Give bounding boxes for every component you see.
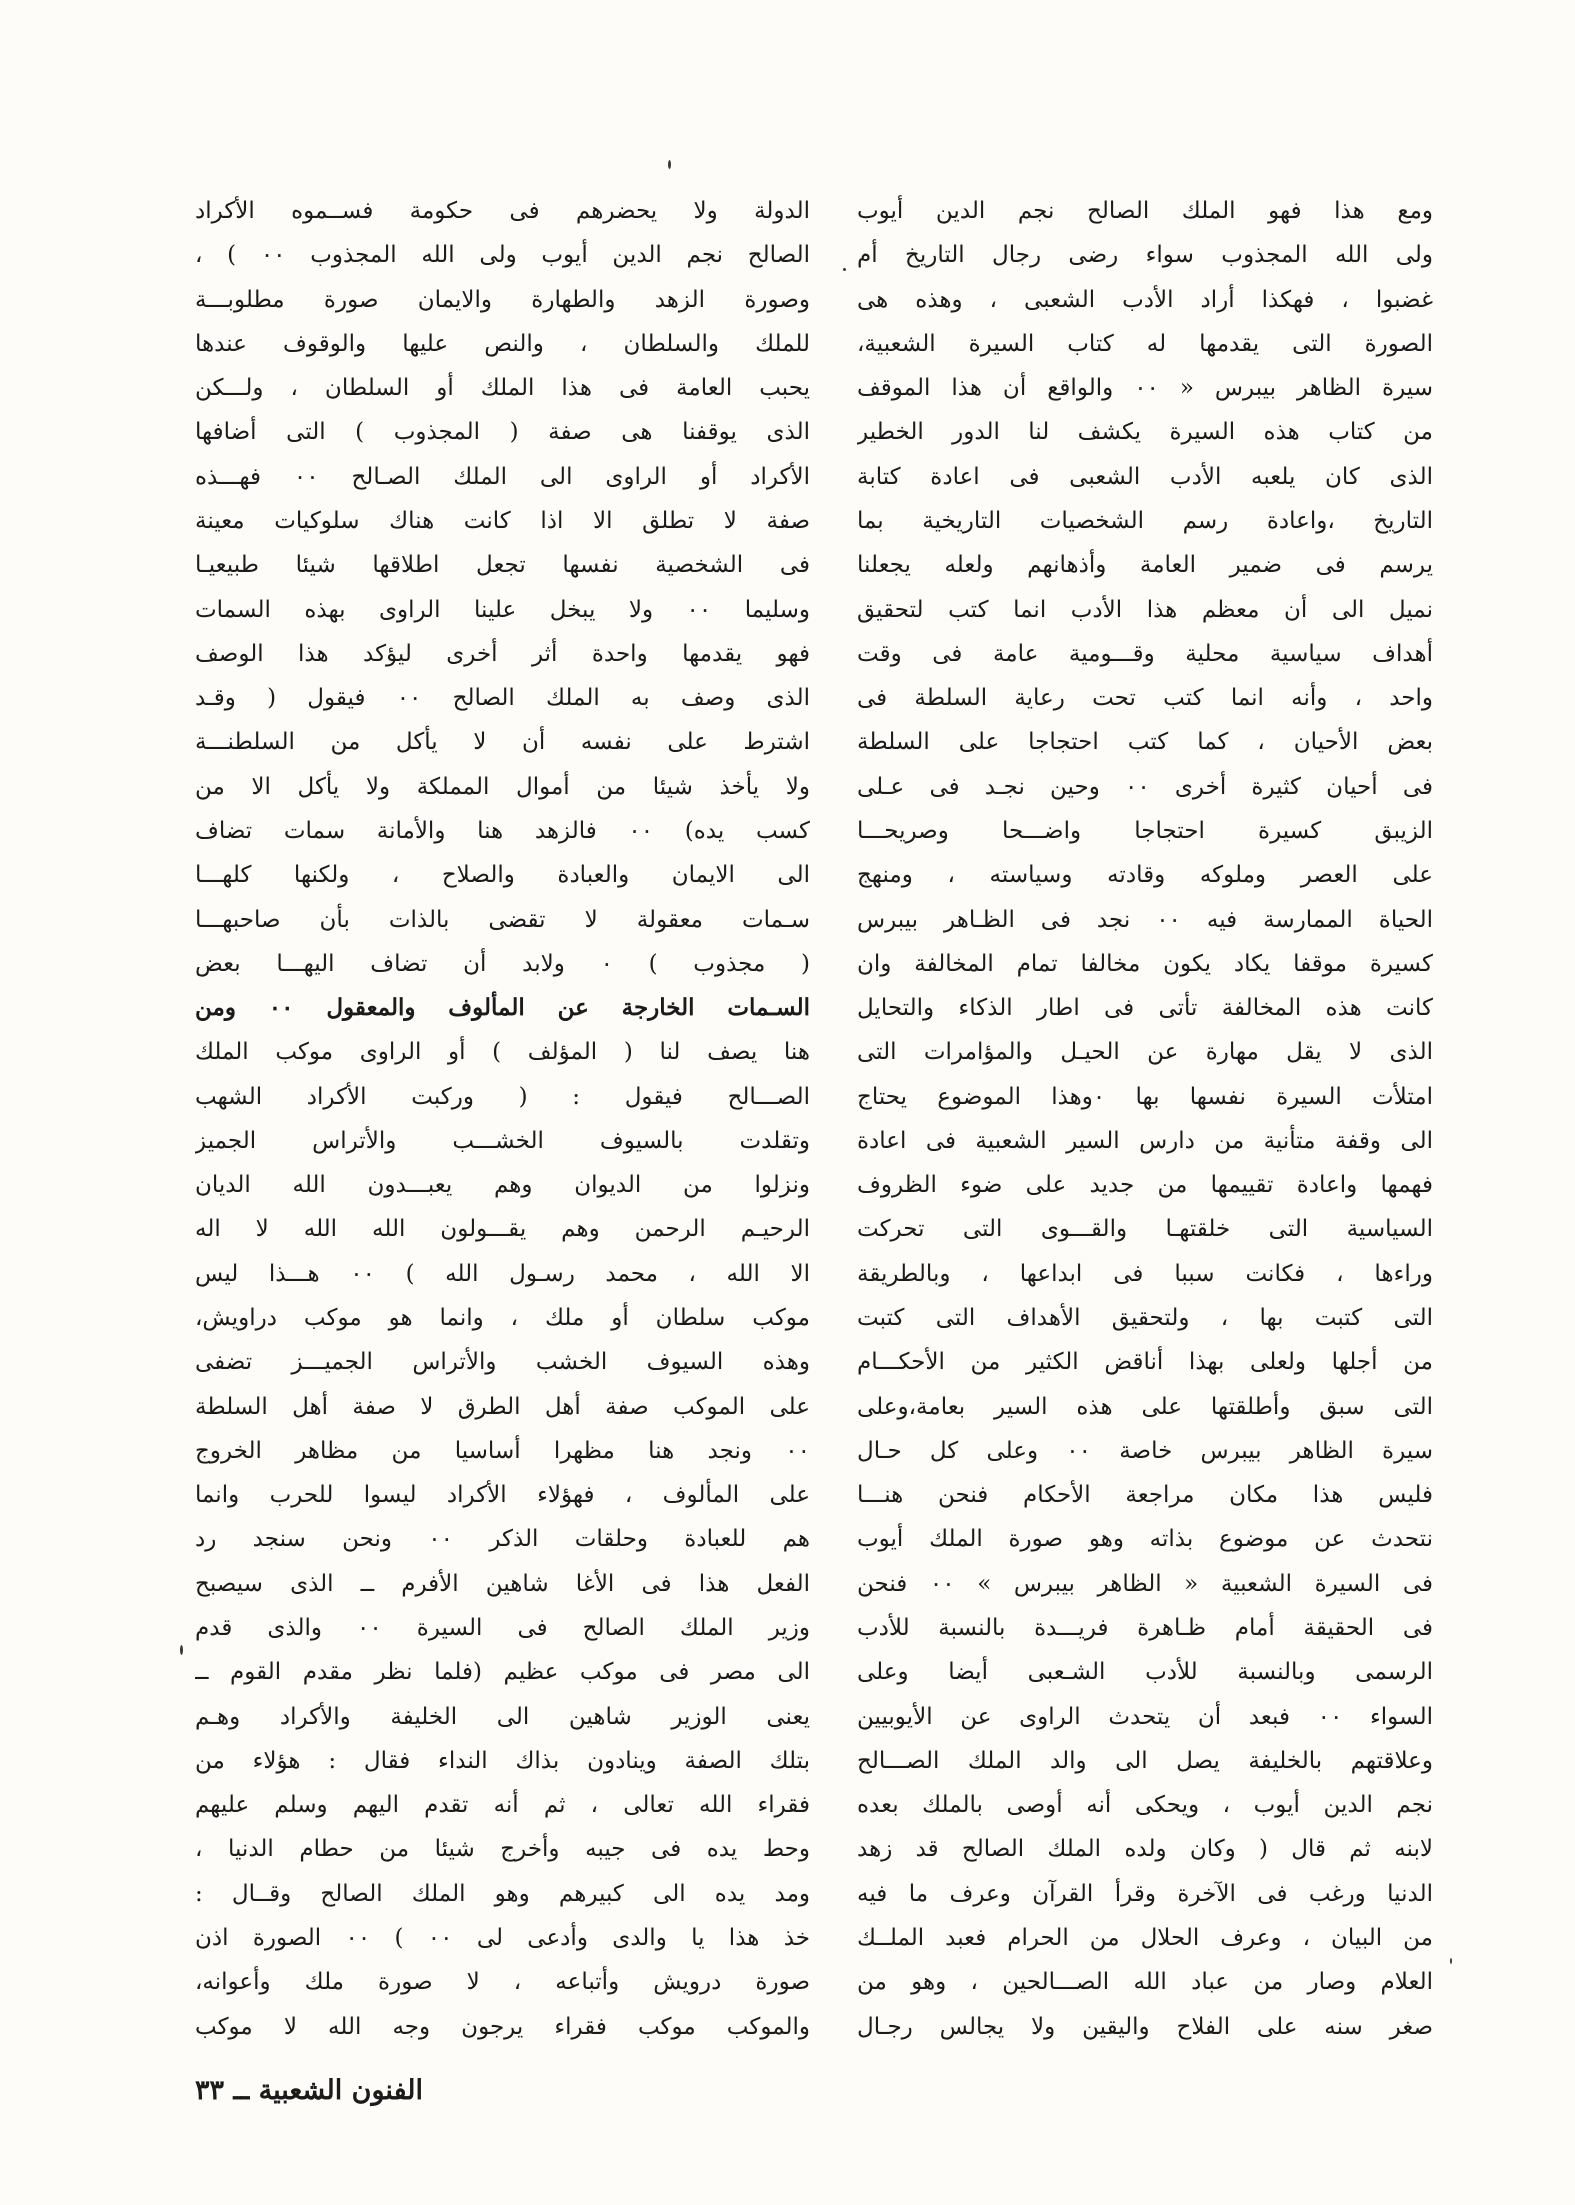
text-line: يرسم فى ضمير العامة وأذهانهم ولعله يجعلنا — [857, 552, 1433, 579]
text-line: على العصر وملوكه وقادته وسياسته ، ومنهج — [857, 862, 1433, 889]
text-line: على الموكب صفة أهل الطرق لا صفة أهل السلطة — [195, 1393, 810, 1420]
text-line: الذى كان يلعبه الأدب الشعبى فى اعادة كتابة — [857, 463, 1433, 490]
text-line: الدولة ولا يحضرهم فى حكومة فســموه الأكراد — [195, 198, 810, 224]
text-line: نميل الى أن معظم هذا الأدب انما كتب لتحقيق — [857, 596, 1433, 623]
left-text-column — [195, 188, 810, 2048]
text-line: من أجلها ولعلى بهذا أناقض الكثير من الأحكـــام — [857, 1349, 1433, 1376]
text-line: الا الله ، محمد رسـول الله ) ٠٠ هـــذا ليس — [195, 1260, 810, 1287]
text-line: الرسمى وبالنسبة للأدب الشـعبى أيضا وعلى — [857, 1659, 1433, 1686]
text-line: غضبوا ، فهكذا أراد الأدب الشعبى ، وهذه هى — [857, 286, 1433, 313]
text-line: التى سبق وأطلقتها على هذه السير بعامة،وعلى — [857, 1393, 1433, 1420]
text-line: نتحدث عن موضوع بذاته وهو صورة الملك أيوب — [857, 1526, 1433, 1553]
text-line: والموكب موكب فقراء يرجون وجه الله لا موكب — [195, 2013, 810, 2040]
text-line: هم للعبادة وحلقات الذكر ٠٠ ونحن سنجد رد — [195, 1526, 810, 1553]
text-line: موكب سلطان أو ملك ، وانما هو موكب دراويش، — [195, 1305, 810, 1332]
text-line: يعنى الوزير شاهين الى الخليفة والأكراد وهـم — [195, 1703, 810, 1730]
text-line: صورة درويش وأتباعه ، لا صورة ملك وأعوانه، — [195, 1969, 810, 1996]
text-line: فهمها واعادة تقييمها من جديد على ضوء الظروف — [857, 1172, 1433, 1199]
text-line: الفعل هذا فى الأغا شاهين الأفرم ــ الذى سيصبح — [195, 1570, 810, 1597]
right-text-column — [857, 188, 1433, 2048]
text-line: الأكراد أو الراوى الى الملك الصـالح ٠٠ فهـــذه — [195, 463, 810, 490]
text-line: وهذه السيوف الخشب والأتراس الجميـــز تضفى — [195, 1349, 810, 1376]
text-line: الى الايمان والعبادة والصلاح ، ولكنها كلهـــا — [195, 862, 810, 889]
text-line: من كتاب هذه السيرة يكشف لنا الدور الخطير — [857, 419, 1433, 446]
text-line: وحط يده فى جيبه وأخرج شيئا من حطام الدنيا ، — [195, 1836, 810, 1863]
scan-speck — [180, 1645, 183, 1655]
text-line: وزير الملك الصالح فى السيرة ٠٠ والذى قدم — [195, 1615, 810, 1641]
text-line: وتقلدت بالسيوف الخشـــب والأتراس الجميز — [195, 1127, 810, 1154]
text-line: صفة لا تطلق الا اذا كانت هناك سلوكيات معينة — [195, 507, 810, 534]
text-line: الذى لا يقل مهارة عن الحيـل والمؤامرات التى — [857, 1039, 1433, 1066]
text-line: صغر سنه على الفلاح واليقين ولا يجالس رجـال — [857, 2013, 1433, 2040]
text-line: الصورة التى يقدمها له كتاب السيرة الشعبية، — [857, 330, 1433, 357]
text-line: واحد ، وأنه انما كتب تحت رعاية السلطة فى — [857, 685, 1433, 712]
text-line: وصورة الزهد والطهارة والايمان صورة مطلوبـــة — [195, 286, 810, 313]
text-line: الى مصر فى موكب عظيم (فلما نظر مقدم القوم ــ — [195, 1659, 810, 1686]
text-line: كسيرة موقفا يكاد يكون مخالفا تمام المخالفة وان — [857, 950, 1433, 977]
text-line: بعض الأحيان ، كما كتب احتجاجا على السلطة — [857, 729, 1433, 756]
text-line: أهداف سياسية محلية وقـــومية عامة فى وقت — [857, 640, 1433, 667]
text-line: وراءها ، فكانت سببا فى ابداعها ، وبالطريقة — [857, 1260, 1433, 1287]
text-line: الذى يوقفنا هى صفة ( المجذوب ) التى أضافها — [195, 419, 810, 446]
text-line: للملك والسلطان ، والنص عليها والوقوف عندها — [195, 330, 810, 357]
text-line: على المألوف ، فهؤلاء الأكراد ليسوا للحرب وانما — [195, 1482, 810, 1509]
text-line: خذ هذا يا والدى وأدعى لى ٠٠ ) ٠٠ الصورة اذن — [195, 1924, 810, 1951]
text-line: فى الحقيقة أمام ظـاهرة فريـــدة بالنسبة للأدب — [857, 1615, 1433, 1641]
scan-speck — [668, 160, 671, 169]
text-line: نجم الدين أيوب ، ويحكى أنه أوصى بالملك بعده — [857, 1792, 1433, 1819]
text-line: فليس هذا مكان مراجعة الأحكام فنحن هنـــا — [857, 1482, 1433, 1509]
text-line: السواء ٠٠ فبعد أن يتحدث الراوى عن الأيوبيين — [857, 1703, 1433, 1730]
text-line: الصـــالح فيقول : ( وركبت الأكراد الشهب — [195, 1083, 810, 1110]
text-line: الصالح نجم الدين أيوب ولى الله المجذوب ٠٠ ) ، — [195, 242, 810, 269]
text-line: الذى وصف به الملك الصالح ٠٠ فيقول ( وقـد — [195, 685, 810, 712]
text-line: ومد يده الى كبيرهم وهو الملك الصالح وقــال : — [195, 1880, 810, 1907]
text-line: فى أحيان كثيرة أخرى ٠٠ وحين نجـد فى عـلى — [857, 773, 1433, 800]
text-line: الحياة الممارسة فيه ٠٠ نجد فى الظـاهر بيبرس — [857, 906, 1433, 933]
text-line: كانت هذه المخالفة تأتى فى اطار الذكاء والتحايل — [857, 995, 1433, 1022]
text-line: من البيان ، وعرف الحلال من الحرام فعبد الملــك — [857, 1924, 1433, 1951]
text-line: السياسية التى خلقتهـا والقـــوى التى تحركت — [857, 1216, 1433, 1243]
scan-speck — [1450, 1958, 1452, 1964]
text-line: يحبب العامة فى هذا الملك أو السلطان ، ولـــكن — [195, 375, 810, 402]
text-line: سيرة الظاهر بيبرس « ٠٠ والواقع أن هذا الموقف — [857, 375, 1433, 402]
text-line: الزيبق كسيرة احتجاجا واضـــحا وصريحـــا — [857, 817, 1433, 844]
text-line: ( مجذوب ) ٠ ولابد أن تضاف اليهـــا بعض — [195, 950, 810, 977]
text-line: السـمات الخارجة عن المألوف والمعقول ٠٠ ومن — [195, 994, 810, 1022]
text-line: كسب يده) ٠٠ فالزهد هنا والأمانة سمات تضاف — [195, 817, 810, 844]
text-line: لابنه ثم قال ( وكان ولده الملك الصالح قد زهد — [857, 1836, 1433, 1863]
text-line: وعلاقتهم بالخليفة يصل الى والد الملك الصـــالح — [857, 1747, 1433, 1774]
text-line: فى السيرة الشعبية « الظاهر بيبرس » ٠٠ فنحن — [857, 1570, 1433, 1597]
text-line: سيرة الظاهر بيبرس خاصة ٠٠ وعلى كل حـال — [857, 1437, 1433, 1464]
text-line: ولا يأخذ شيئا من أموال المملكة ولا يأكل الا من — [195, 773, 810, 800]
text-line: التى كتبت بها ، ولتحقيق الأهداف التى كتبت — [857, 1305, 1433, 1332]
text-line: ومع هذا فهو الملك الصالح نجم الدين أيوب — [857, 198, 1433, 224]
text-line: هنا يصف لنا ( المؤلف ) أو الراوى موكب الملك — [195, 1039, 810, 1066]
text-line: بتلك الصفة وينادون بذاك النداء فقال : هؤلاء من — [195, 1747, 810, 1774]
text-line: فقراء الله تعالى ، ثم أنه تقدم اليهم وسلم عليهم — [195, 1792, 810, 1819]
text-line: سـمات معقولة لا تقضى بالذات بأن صاحبهـــا — [195, 906, 810, 933]
text-line: امتلأت السيرة نفسها بها ٠وهذا الموضوع يحتاج — [857, 1083, 1433, 1110]
text-line: الدنيا ورغب فى الآخرة وقرأ القرآن وعرف ما فيه — [857, 1880, 1433, 1907]
text-line: فهو يقدمها واحدة أثر أخرى ليؤكد هذا الوصف — [195, 640, 810, 667]
text-line: وسليما ٠٠ ولا يبخل علينا الراوى بهذه السمات — [195, 596, 810, 623]
text-line: الرحيـم الرحمن وهم يقـــولون الله الله لا اله — [195, 1216, 810, 1243]
text-line: ونزلوا من الديوان وهم يعبـــدون الله الديان — [195, 1172, 810, 1199]
text-line: الى وقفة متأنية من دارس السير الشعبية فى اعادة — [857, 1127, 1433, 1154]
text-line: ٠٠ ونجد هنا مظهرا أساسيا من مظاهر الخروج — [195, 1437, 810, 1464]
text-line: التاريخ ،واعادة رسم الشخصيات التاريخية بما — [857, 507, 1433, 534]
text-line: اشترط على نفسه أن لا يأكل من السلطنـــة — [195, 729, 810, 756]
text-line: ولى الله المجذوب سواء رضى رجال التاريخ أم — [857, 242, 1433, 269]
text-line: العلام وصار من عباد الله الصـــالحين ، وهو من — [857, 1969, 1433, 1996]
page-footer: الفنون الشعبية ــ ٣٣ — [195, 2075, 423, 2106]
scan-speck — [843, 268, 846, 271]
text-line: فى الشخصية نفسها تجعل اطلاقها شيئا طبيعيـا — [195, 552, 810, 579]
